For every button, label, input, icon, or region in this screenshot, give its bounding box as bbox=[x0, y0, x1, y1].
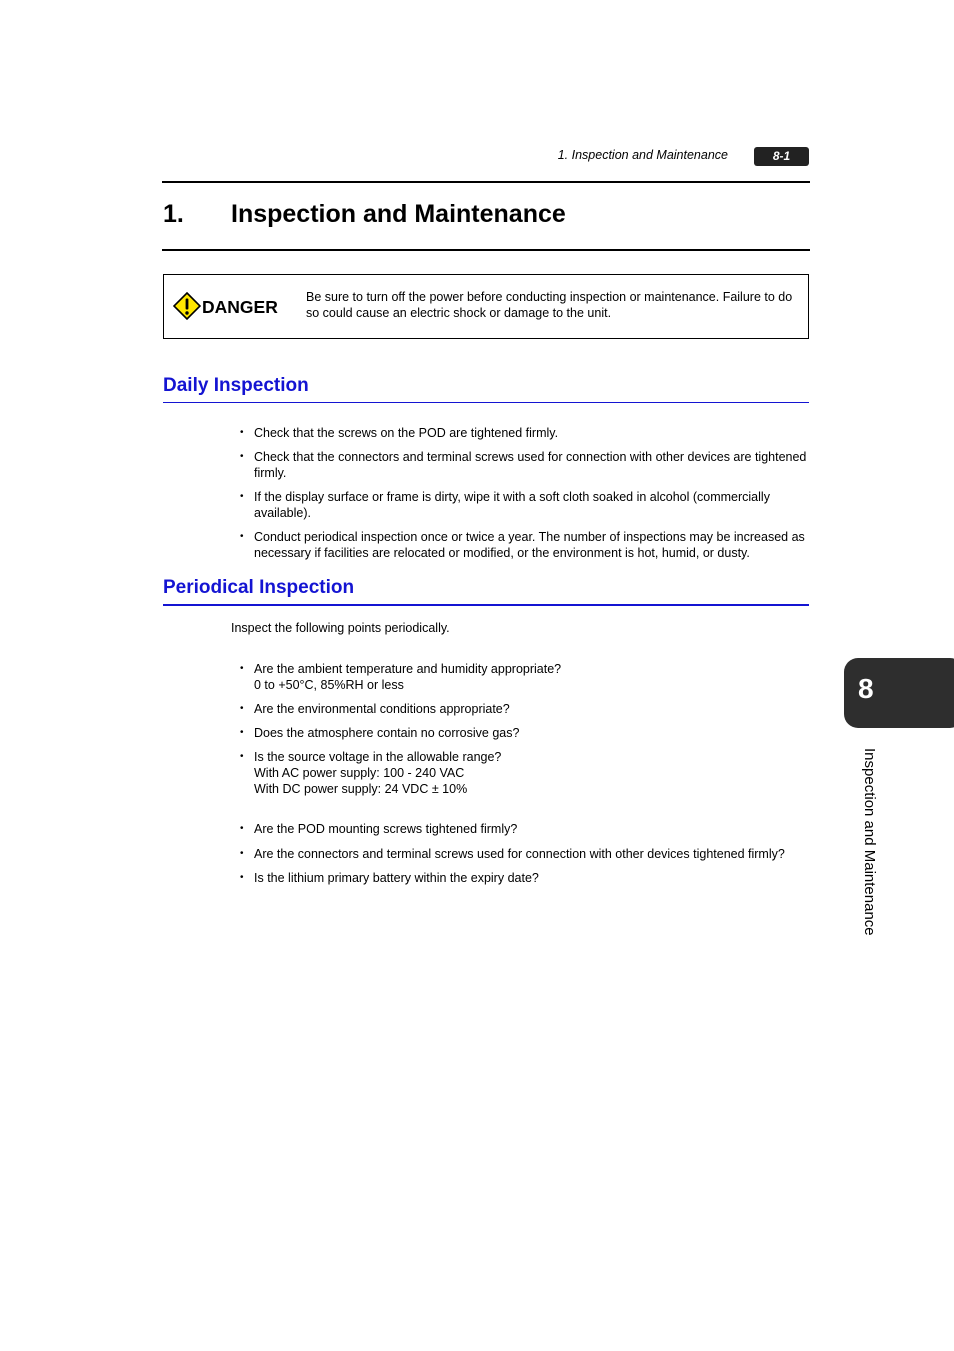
list-item-text: Is the lithium primary battery within the expiry date? bbox=[254, 871, 539, 885]
list-item bbox=[240, 870, 814, 886]
chapter-side-label: Inspection and Maintenance bbox=[861, 748, 878, 936]
list-item: • Check that the connectors and terminal screws used for connection with other devices are tightened firmly. bbox=[240, 449, 814, 481]
daily-inspection-heading: Daily Inspection bbox=[163, 375, 309, 396]
periodical-inspection-rule bbox=[163, 604, 809, 606]
list-item bbox=[240, 846, 824, 862]
list-item-detail: With DC power supply: 24 VDC ± 10% bbox=[254, 782, 468, 796]
list-item bbox=[240, 661, 814, 693]
warning-exclamation-icon bbox=[173, 292, 201, 320]
list-item: • If the display surface or frame is dirty, wipe it with a soft cloth soaked in alcohol (commercially available). bbox=[240, 489, 814, 521]
chapter-title: Inspection and Maintenance bbox=[231, 200, 566, 228]
chapter-heading bbox=[163, 200, 566, 229]
list-item-text: Are the POD mounting screws tightened firmly? bbox=[254, 822, 518, 836]
list-item-text: Is the source voltage in the allowable range? bbox=[254, 750, 502, 764]
list-item-detail: 0 to +50°C, 85%RH or less bbox=[254, 678, 404, 692]
chapter-tab-number: 8 bbox=[858, 673, 874, 704]
page-number-badge: 8-1 bbox=[754, 147, 809, 166]
periodical-intro: Inspect the following points periodically. bbox=[231, 621, 450, 635]
list-item: • Conduct periodical inspection once or twice a year. The number of inspections may be increased as necessary if facilities are relocated or modified, or the environment is hot, humid, or dusty. bbox=[240, 529, 816, 561]
danger-notice bbox=[163, 274, 809, 339]
list-item bbox=[240, 821, 814, 837]
list-item-text: Are the environmental conditions appropriate? bbox=[254, 702, 510, 716]
list-item-text: Are the ambient temperature and humidity appropriate? bbox=[254, 662, 562, 676]
running-header-title: 1. Inspection and Maintenance bbox=[557, 148, 728, 162]
list-item bbox=[240, 725, 814, 741]
list-item-detail: With AC power supply: 100 - 240 VAC bbox=[254, 766, 465, 780]
danger-label: DANGER bbox=[202, 297, 278, 317]
list-item: • Check that the screws on the POD are tightened firmly. bbox=[240, 425, 814, 441]
chapter-number: 1. bbox=[163, 200, 184, 228]
daily-inspection-rule bbox=[163, 402, 809, 403]
header-rule bbox=[162, 181, 810, 183]
list-item bbox=[240, 701, 814, 717]
list-item-text: Are the connectors and terminal screws used for connection with other devices tightened firmly? bbox=[254, 847, 785, 861]
danger-text: Be sure to turn off the power before conducting inspection or maintenance. Failure to do so could cause an electric shock or damage to the unit. bbox=[306, 290, 793, 320]
periodical-inspection-heading: Periodical Inspection bbox=[163, 577, 355, 598]
chapter-rule bbox=[162, 249, 810, 251]
list-item bbox=[240, 749, 814, 797]
list-item-text: Does the atmosphere contain no corrosive gas? bbox=[254, 726, 520, 740]
